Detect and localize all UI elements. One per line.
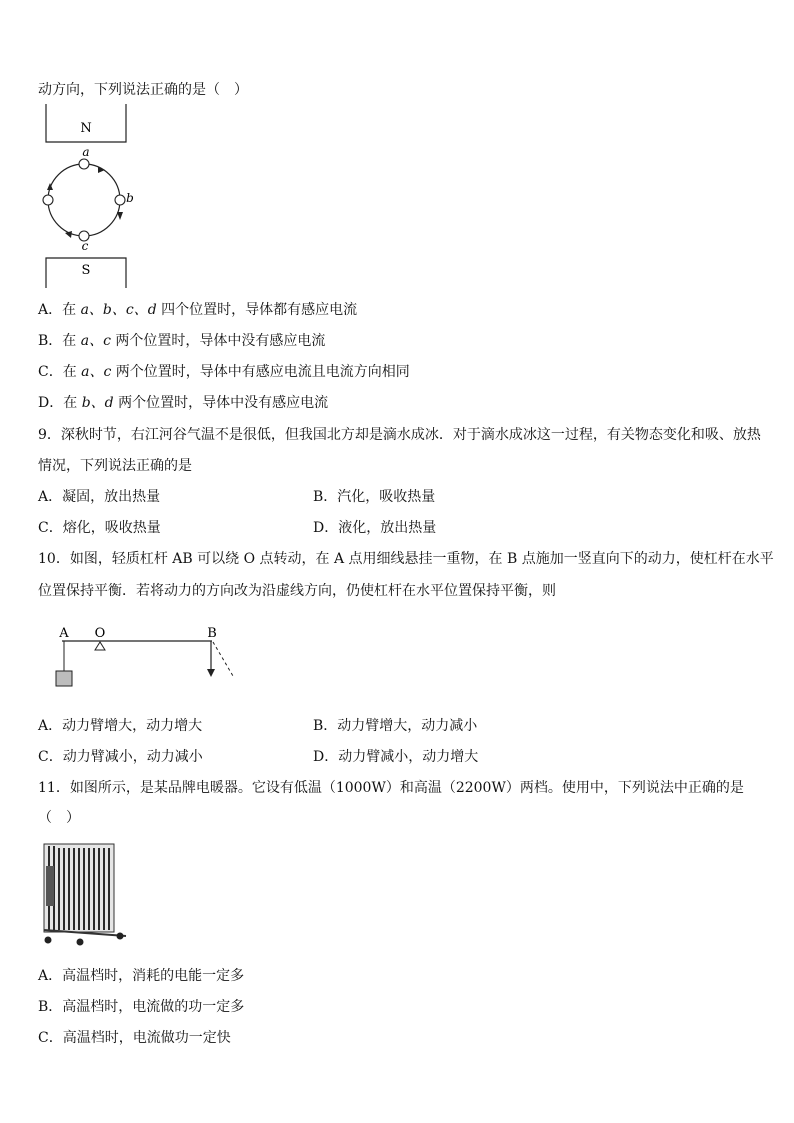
q11-heater-image (40, 838, 130, 946)
q9-option-b: B．汽化，吸收热量 (313, 489, 436, 505)
q8-magnet-figure (40, 104, 140, 290)
wheel-left (45, 937, 52, 944)
q11-option-a: A．高温档时，消耗的电能一定多 (38, 968, 245, 984)
lever-label-b: B (207, 626, 217, 641)
hanging-weight (56, 671, 72, 686)
label-c: c (81, 239, 89, 253)
arrow-right (117, 212, 123, 220)
force-arrowhead (207, 669, 215, 677)
lever-label-a: A (59, 626, 69, 641)
q10-option-c: C．动力臂减小，动力减小 (38, 749, 203, 765)
wheel-middle (77, 939, 84, 946)
heater-control-panel (46, 866, 54, 906)
wheel-right (117, 933, 124, 940)
q9-option-c: C．熔化，吸收热量 (38, 520, 161, 536)
conductor-a (79, 159, 89, 169)
q9-stem-line2: 情况，下列说法正确的是 (38, 458, 192, 474)
q10-option-d: D．动力臂减小，动力增大 (313, 749, 479, 765)
magnet-n-label: N (80, 121, 92, 136)
rotation-path (48, 164, 120, 236)
label-a: a (82, 145, 90, 159)
fulcrum (95, 642, 105, 650)
q11-stem-line1: 11．如图所示，是某品牌电暖器。它设有低温（1000W）和高温（2200W）两档。使用中，下列说法中正确的是 (38, 780, 744, 796)
magnet-s-label: S (81, 263, 91, 278)
q10-stem-line1: 10．如图，轻质杠杆 AB 可以绕 O 点转动，在 A 点用细线悬挂一重物，在 B 点施加一竖直向下的动力，使杠杆在水平 (38, 551, 774, 567)
q11-stem-line2: （ ） (38, 810, 80, 826)
q10-option-a: A．动力臂增大，动力增大 (38, 718, 203, 734)
q10-stem-line2: 位置保持平衡．若将动力的方向改为沿虚线方向，仍使杠杆在水平位置保持平衡，则 (38, 583, 556, 599)
conductor-b (115, 195, 125, 205)
q10-option-b: B．动力臂增大，动力减小 (313, 718, 478, 734)
q8-option-d: D．在 b、d 两个位置时，导体中没有感应电流 (38, 395, 329, 411)
conductor-d (43, 195, 53, 205)
lever-label-o: O (94, 626, 106, 641)
q9-option-d: D．液化，放出热量 (313, 520, 437, 536)
q11-option-b: B．高温档时，电流做的功一定多 (38, 999, 245, 1015)
q9-option-a: A．凝固，放出热量 (38, 489, 161, 505)
q8-option-a: A．在 a、b、c、d 四个位置时，导体都有感应电流 (38, 302, 358, 318)
q8-option-b: B．在 a、c 两个位置时，导体中没有感应电流 (38, 333, 326, 349)
q8-stem-tail: 动方向，下列说法正确的是（ ） (38, 82, 248, 98)
q10-lever-figure (50, 622, 240, 690)
dashed-force-direction (213, 642, 233, 676)
label-b: b (126, 191, 134, 205)
q11-option-c: C．高温档时，电流做功一定快 (38, 1030, 231, 1046)
q9-stem-line1: 9．深秋时节，右江河谷气温不是很低，但我国北方却是滴水成冰．对于滴水成冰这一过程，有关物态变化和吸、放热 (38, 427, 761, 443)
arrow-bottom (65, 231, 72, 238)
q8-option-c: C．在 a、c 两个位置时，导体中有感应电流且电流方向相同 (38, 364, 410, 380)
